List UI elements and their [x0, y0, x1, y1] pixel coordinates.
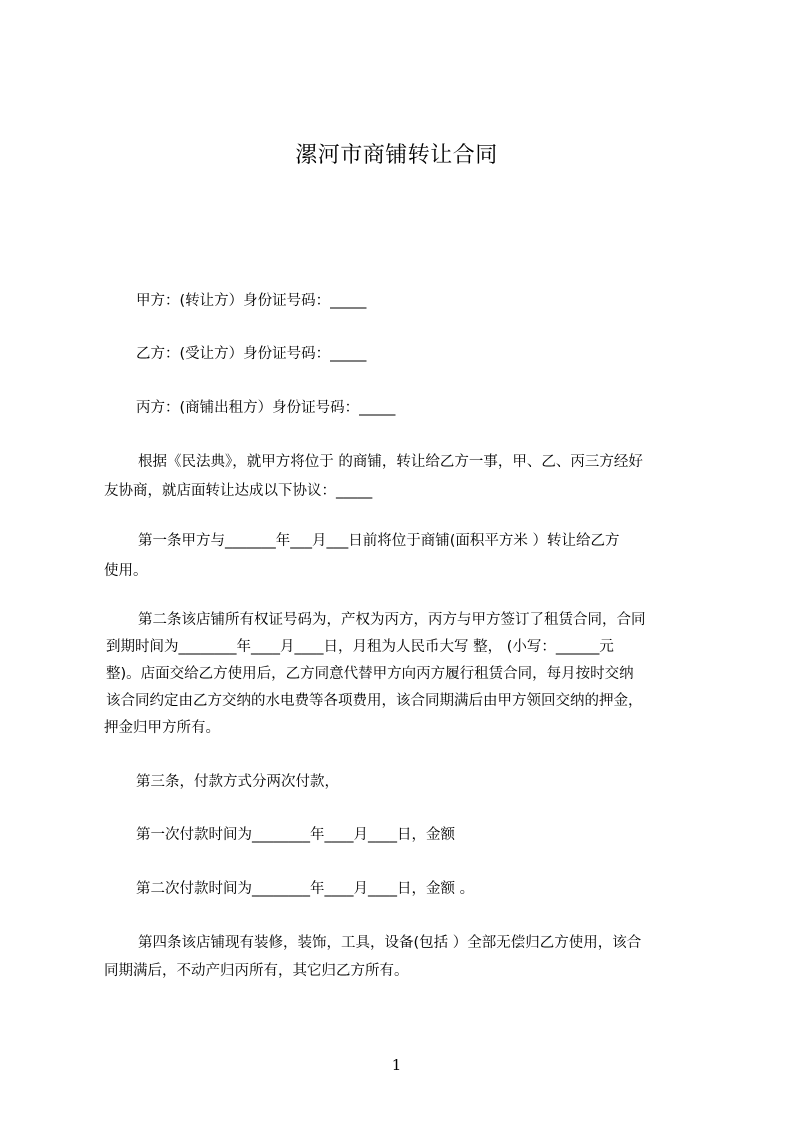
article-4-line-2: 同期满后，不动产归丙所有，其它归乙方所有。 — [104, 963, 409, 979]
article-3-line: 第三条，付款方式分两次付款， — [136, 774, 339, 790]
article-2-line-5: 押金归甲方所有。 — [104, 720, 220, 736]
article-1-line-1: 第一条甲方与_______年___月___日前将位于商铺(面积平方米 ）转让给乙方 — [138, 533, 620, 549]
preamble-line-2: 友协商，就店面转让达成以下协议：_____ — [104, 483, 373, 499]
second-payment-line: 第二次付款时间为________年____月____日，金额 。 — [136, 881, 475, 897]
article-2-line-1: 第二条该店铺所有权证号码为，产权为丙方，丙方与甲方签订了租赁合同，合同 — [138, 612, 646, 628]
document-title: 漯河市商铺转让合同 — [295, 143, 498, 168]
article-2-line-4: 该合同约定由乙方交纳的水电费等各项费用，该合同期满后由甲方领回交纳的押金， — [106, 693, 643, 709]
page-number: 1 — [391, 1056, 402, 1074]
article-1-line-2: 使用。 — [104, 563, 148, 579]
party-b-line: 乙方：(受让方）身份证号码：_____ — [136, 346, 367, 362]
party-c-line: 丙方：(商铺出租方）身份证号码：_____ — [136, 400, 396, 416]
article-2-line-2: 到期时间为________年____月____日，月租为人民币大写 整， (小写：______元 — [106, 639, 614, 655]
preamble-line-1: 根据《民法典》，就甲方将位于 的商铺，转让给乙方一事，甲、乙、丙三方经好 — [138, 454, 643, 470]
first-payment-line: 第一次付款时间为________年____月____日，金额 — [136, 827, 455, 843]
article-4-line-1: 第四条该店铺现有装修，装饰，工具，设备(包括 ）全部无偿归乙方使用，该合 — [138, 935, 642, 951]
article-2-line-3: 整)。店面交给乙方使用后，乙方同意代替甲方向丙方履行租赁合同，每月按时交纳 — [106, 666, 634, 682]
party-a-line: 甲方：(转让方）身份证号码：_____ — [136, 293, 367, 309]
